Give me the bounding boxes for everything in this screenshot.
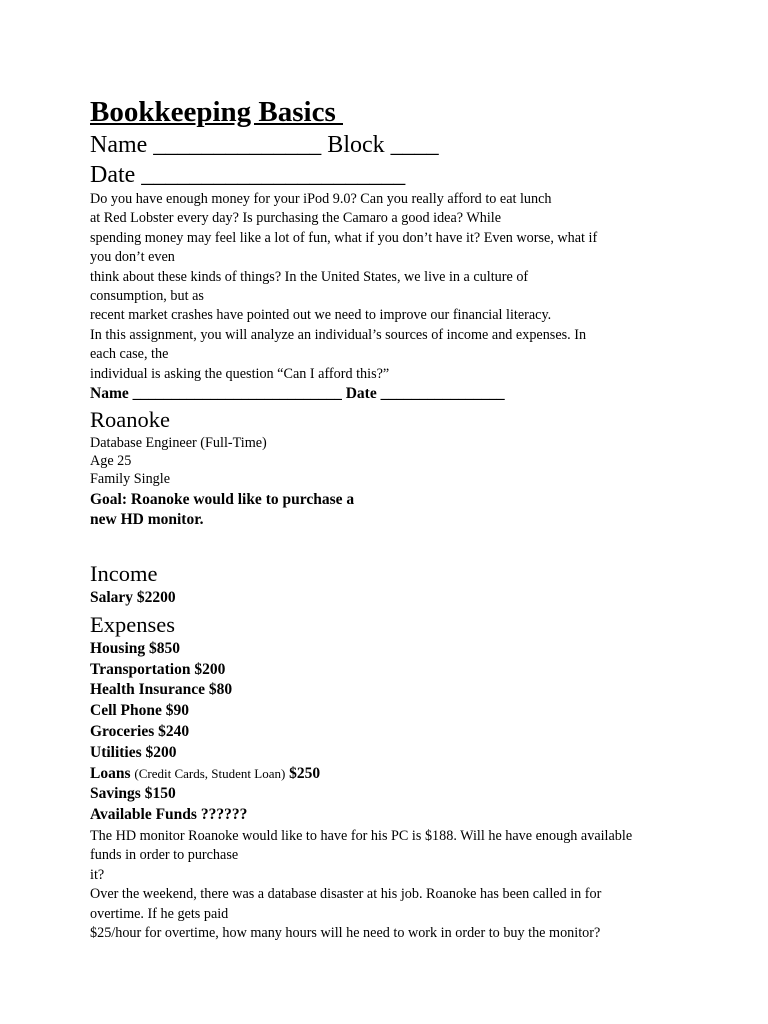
- person-family: Family Single: [90, 471, 171, 488]
- question-line: overtime. If he gets paid: [90, 905, 229, 922]
- goal-line: Goal: Roanoke would like to purchase a: [90, 491, 355, 509]
- question-line: $25/hour for overtime, how many hours will he need to work in order to buy the monitor?: [90, 925, 601, 942]
- question-line: funds in order to purchase: [90, 847, 239, 864]
- loans-note: (Credit Cards, Student Loan): [134, 765, 286, 781]
- expense-utilities: Utilities $200: [90, 743, 177, 761]
- expense-housing: Housing $850: [90, 639, 181, 657]
- question-line: it?: [90, 866, 105, 883]
- expense-health-insurance: Health Insurance $80: [90, 681, 233, 699]
- person-name: Roanoke: [90, 407, 170, 433]
- income-salary: Salary $2200: [90, 589, 176, 607]
- expense-groceries: Groceries $240: [90, 723, 190, 741]
- intro-line: each case, the: [90, 346, 169, 363]
- expenses-heading: Expenses: [90, 611, 175, 637]
- intro-line: individual is asking the question “Can I afford this?”: [90, 365, 390, 382]
- worksheet-page: [90, 94, 720, 943]
- available-funds: Available Funds ??????: [90, 806, 248, 824]
- question-line: Over the weekend, there was a database disaster at his job. Roanoke has been called in for: [90, 886, 602, 903]
- question-line: The HD monitor Roanoke would like to have for his PC is $188. Will he have enough available: [90, 828, 633, 845]
- intro-line: consumption, but as: [90, 288, 204, 305]
- expense-savings: Savings $150: [90, 785, 176, 803]
- intro-line: think about these kinds of things? In the United States, we live in a culture of: [90, 268, 529, 285]
- page-title: Bookkeeping Basics: [90, 96, 343, 128]
- person-job: Database Engineer (Full-Time): [90, 435, 267, 452]
- name-date-line: Name ___________________________ Date ________________: [90, 385, 505, 403]
- intro-line: In this assignment, you will analyze an individual’s sources of income and expenses. In: [90, 326, 587, 343]
- intro-line: you don’t even: [90, 249, 175, 266]
- question-paragraph: [90, 827, 720, 943]
- loans-amount: $250: [285, 764, 321, 782]
- name-block-line: Name ______________ Block ____: [90, 132, 439, 158]
- intro-paragraph: [90, 190, 720, 384]
- person-age: Age 25: [90, 453, 132, 470]
- intro-line: at Red Lobster every day? Is purchasing the Camaro a good idea? While: [90, 210, 502, 227]
- date-line: Date ______________________: [90, 162, 406, 188]
- intro-line: recent market crashes have pointed out we need to improve our financial literacy.: [90, 307, 552, 324]
- goal-line: new HD monitor.: [90, 511, 204, 529]
- expense-loans: [90, 764, 720, 785]
- income-heading: Income: [90, 561, 158, 587]
- expense-cell-phone: Cell Phone $90: [90, 702, 190, 720]
- loans-label: Loans: [90, 764, 135, 782]
- intro-line: Do you have enough money for your iPod 9.0? Can you really afford to eat lunch: [90, 191, 552, 207]
- intro-line: spending money may feel like a lot of fun, what if you don’t have it? Even worse, what if: [90, 229, 598, 246]
- expense-transportation: Transportation $200: [90, 660, 226, 678]
